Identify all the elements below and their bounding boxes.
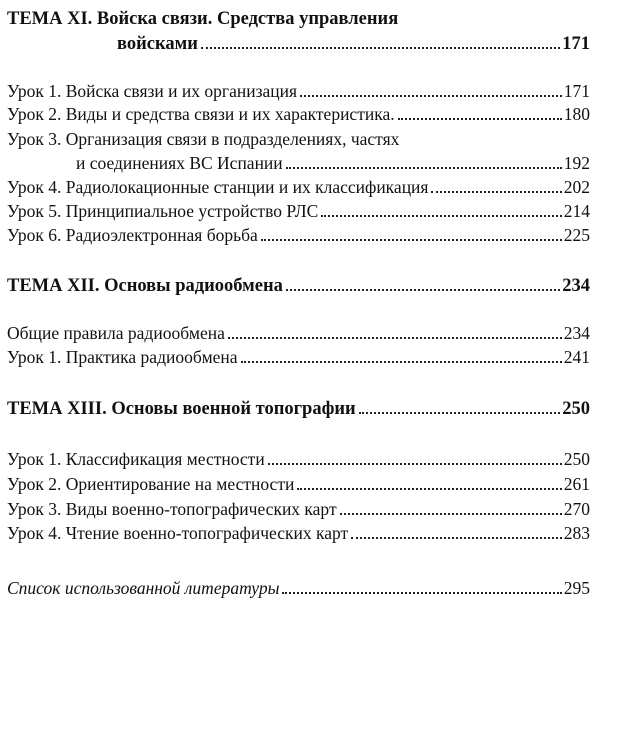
toc-entry-label: Урок 4. Радиолокационные станции и их классификация xyxy=(7,177,429,197)
toc-entry[interactable] xyxy=(7,522,590,544)
toc-leader xyxy=(282,592,561,594)
toc-entry-label: Урок 1. Практика радиообмена xyxy=(7,347,238,367)
toc-heading-12-title: ТЕМА XII. Основы радиообмена xyxy=(7,276,283,296)
toc-entry[interactable] xyxy=(7,473,590,495)
toc-entry-label: Урок 2. Виды и средства связи и их характеристика. xyxy=(7,104,395,124)
toc-entry[interactable] xyxy=(7,498,590,520)
toc-leader xyxy=(268,463,562,465)
toc-entry[interactable] xyxy=(7,346,590,368)
toc-entry[interactable] xyxy=(7,448,590,470)
toc-entry-label: Общие правила радиообмена xyxy=(7,323,225,343)
toc-page-number: 202 xyxy=(563,177,590,197)
toc-leader xyxy=(228,337,562,339)
toc-entry-label: Урок 1. Классификация местности xyxy=(7,449,265,469)
toc-leader xyxy=(286,167,562,169)
toc-references-label: Список использованной литературы xyxy=(7,578,280,598)
toc-entry-label: Урок 1. Войска связи и их организация xyxy=(7,81,298,101)
toc-leader xyxy=(241,361,562,363)
toc-entry[interactable] xyxy=(7,152,590,174)
toc-heading-11-line2[interactable] xyxy=(7,33,590,55)
toc-heading-11-title-cont: войсками xyxy=(117,34,198,54)
toc-entry[interactable] xyxy=(7,224,590,246)
toc-entry[interactable] xyxy=(7,176,590,198)
toc-leader xyxy=(431,191,561,193)
toc-page-number: 283 xyxy=(563,523,590,543)
toc-page-number: 171 xyxy=(563,81,590,101)
toc-heading-12[interactable] xyxy=(7,275,590,297)
toc-page-number: 234 xyxy=(562,276,590,296)
toc-heading-11-title: ТЕМА XI. Войска связи. Средства управления xyxy=(7,9,399,29)
toc-page-number: 192 xyxy=(563,153,590,173)
toc-entry[interactable] xyxy=(7,200,590,222)
toc-leader xyxy=(300,95,562,97)
toc-page-number: 225 xyxy=(563,225,590,245)
toc-entry[interactable] xyxy=(7,322,590,344)
toc-leader xyxy=(286,289,560,291)
toc-leader xyxy=(359,412,561,414)
toc-entry-label: Урок 3. Организация связи в подразделениях, частях xyxy=(7,129,400,149)
toc-page-number: 214 xyxy=(563,201,590,221)
toc-page-number: 180 xyxy=(563,104,590,124)
toc-entry-label: Урок 3. Виды военно-топографических карт xyxy=(7,499,337,519)
toc-entry-label: Урок 2. Ориентирование на местности xyxy=(7,474,295,494)
toc-entry-label: Урок 5. Принципиальное устройство РЛС xyxy=(7,201,319,221)
toc-heading-13-title: ТЕМА XIII. Основы военной топографии xyxy=(7,399,356,419)
toc-leader xyxy=(398,118,562,120)
toc-heading-11-line1 xyxy=(7,8,590,30)
toc-page-number: 250 xyxy=(562,399,590,419)
toc-page-number: 270 xyxy=(563,499,590,519)
toc-entry-label: Урок 6. Радиоэлектронная борьба xyxy=(7,225,258,245)
toc-entry[interactable] xyxy=(7,103,590,125)
toc-entry[interactable] xyxy=(7,80,590,102)
toc-heading-13[interactable] xyxy=(7,398,590,420)
toc-leader xyxy=(351,537,562,539)
toc-page-number: 234 xyxy=(563,323,590,343)
toc-leader xyxy=(297,488,561,490)
toc-leader xyxy=(201,47,560,49)
toc-page-number: 261 xyxy=(563,474,590,494)
toc-entry-line1[interactable] xyxy=(7,128,590,150)
toc-page-number: 295 xyxy=(563,578,590,598)
toc-leader xyxy=(261,239,562,241)
toc-leader xyxy=(321,215,561,217)
toc-page-number: 250 xyxy=(563,449,590,469)
toc-references[interactable] xyxy=(7,577,590,599)
toc-entry-label-cont: и соединениях ВС Испании xyxy=(76,153,283,173)
toc-leader xyxy=(340,513,562,515)
toc-page-number: 171 xyxy=(562,34,590,54)
toc-entry-label: Урок 4. Чтение военно-топографических карт xyxy=(7,523,349,543)
toc-page-number: 241 xyxy=(563,347,590,367)
